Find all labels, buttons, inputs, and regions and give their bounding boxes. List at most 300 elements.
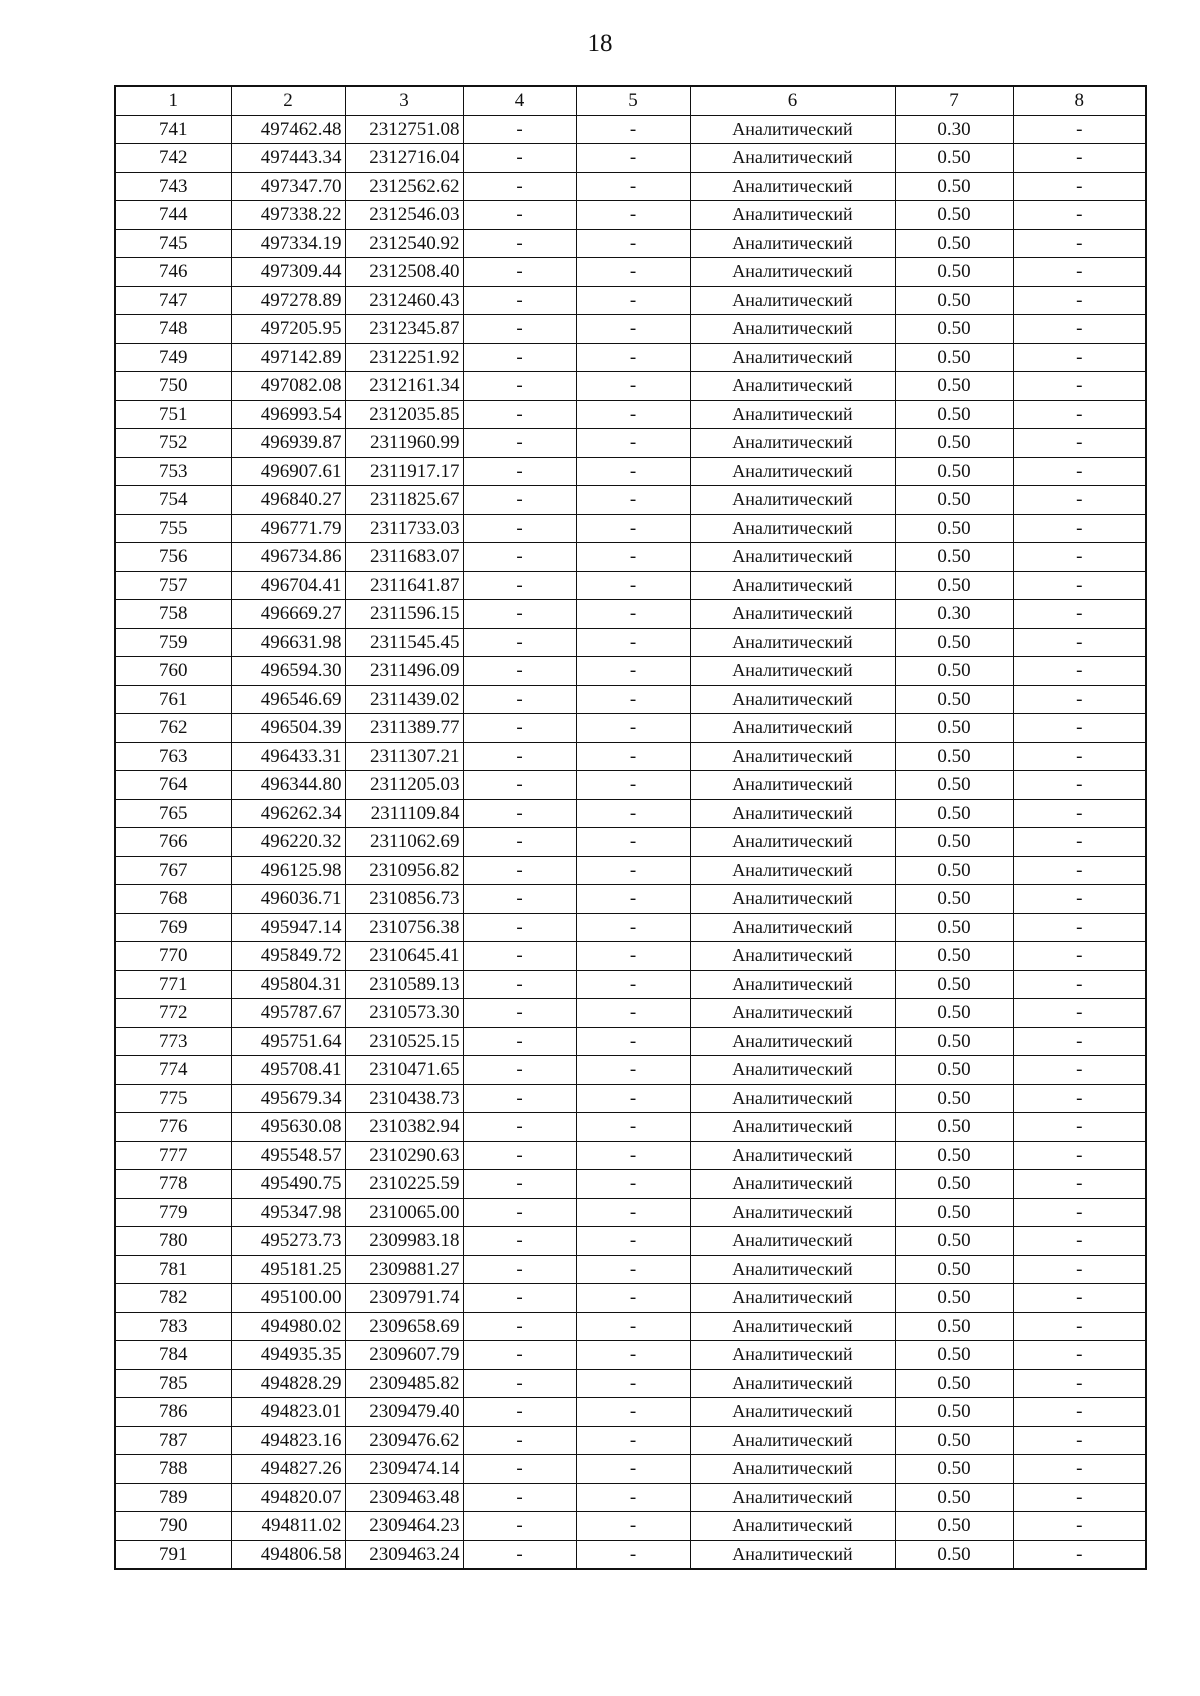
table-row [115, 942, 1146, 971]
cell-coord-y: 2309881.27 [345, 1255, 463, 1284]
cell-col-5: - [576, 1341, 690, 1370]
coordinates-table [114, 85, 1147, 1570]
cell-point-number: 750 [115, 372, 231, 401]
cell-col-5: - [576, 1426, 690, 1455]
cell-coord-x: 494823.16 [231, 1426, 345, 1455]
table-row [115, 400, 1146, 429]
cell-point-number: 767 [115, 856, 231, 885]
cell-point-number: 759 [115, 628, 231, 657]
column-header-7: 7 [895, 86, 1013, 115]
cell-col-4: - [463, 571, 576, 600]
cell-point-number: 753 [115, 457, 231, 486]
table-row [115, 1255, 1146, 1284]
cell-coord-y: 2310065.00 [345, 1198, 463, 1227]
cell-col-8: - [1013, 970, 1146, 999]
table-row [115, 571, 1146, 600]
cell-col-8: - [1013, 628, 1146, 657]
cell-coord-x: 496993.54 [231, 400, 345, 429]
column-header-5: 5 [576, 86, 690, 115]
cell-col-5: - [576, 229, 690, 258]
cell-point-number: 763 [115, 742, 231, 771]
table-row [115, 1369, 1146, 1398]
cell-col-4: - [463, 1170, 576, 1199]
cell-col-4: - [463, 1426, 576, 1455]
cell-method: Аналитический [690, 600, 895, 629]
cell-coord-x: 497309.44 [231, 258, 345, 287]
cell-col-8: - [1013, 1084, 1146, 1113]
cell-col-8: - [1013, 229, 1146, 258]
cell-col-5: - [576, 1056, 690, 1085]
cell-coord-y: 2312035.85 [345, 400, 463, 429]
cell-coord-y: 2309791.74 [345, 1284, 463, 1313]
cell-col-4: - [463, 1284, 576, 1313]
cell-col-5: - [576, 799, 690, 828]
cell-coord-y: 2309463.24 [345, 1540, 463, 1569]
cell-point-number: 756 [115, 543, 231, 572]
page-number: 18 [587, 30, 613, 57]
cell-coord-y: 2309658.69 [345, 1312, 463, 1341]
cell-coord-y: 2311641.87 [345, 571, 463, 600]
cell-point-number: 764 [115, 771, 231, 800]
cell-coord-x: 494820.07 [231, 1483, 345, 1512]
cell-col-4: - [463, 400, 576, 429]
cell-coord-y: 2309463.48 [345, 1483, 463, 1512]
cell-coord-x: 496840.27 [231, 486, 345, 515]
cell-coord-y: 2311960.99 [345, 429, 463, 458]
cell-col-5: - [576, 685, 690, 714]
table-row [115, 856, 1146, 885]
cell-col-8: - [1013, 1198, 1146, 1227]
cell-method: Аналитический [690, 999, 895, 1028]
cell-col-5: - [576, 1369, 690, 1398]
cell-accuracy: 0.50 [895, 543, 1013, 572]
cell-point-number: 762 [115, 714, 231, 743]
table-row [115, 172, 1146, 201]
cell-point-number: 745 [115, 229, 231, 258]
cell-method: Аналитический [690, 628, 895, 657]
table-row [115, 1113, 1146, 1142]
cell-point-number: 748 [115, 315, 231, 344]
cell-coord-x: 496771.79 [231, 514, 345, 543]
cell-method: Аналитический [690, 400, 895, 429]
cell-coord-x: 496594.30 [231, 657, 345, 686]
cell-col-5: - [576, 486, 690, 515]
cell-accuracy: 0.50 [895, 1056, 1013, 1085]
cell-col-4: - [463, 1227, 576, 1256]
cell-method: Аналитический [690, 1227, 895, 1256]
cell-coord-x: 496262.34 [231, 799, 345, 828]
cell-coord-y: 2309607.79 [345, 1341, 463, 1370]
cell-col-8: - [1013, 600, 1146, 629]
cell-coord-x: 494827.26 [231, 1455, 345, 1484]
table-row [115, 714, 1146, 743]
cell-accuracy: 0.50 [895, 372, 1013, 401]
cell-coord-y: 2309983.18 [345, 1227, 463, 1256]
cell-col-5: - [576, 144, 690, 173]
cell-coord-x: 497082.08 [231, 372, 345, 401]
cell-col-5: - [576, 1284, 690, 1313]
cell-point-number: 743 [115, 172, 231, 201]
cell-coord-x: 495181.25 [231, 1255, 345, 1284]
cell-col-5: - [576, 457, 690, 486]
cell-coord-y: 2310573.30 [345, 999, 463, 1028]
table-row [115, 1455, 1146, 1484]
cell-method: Аналитический [690, 457, 895, 486]
cell-col-8: - [1013, 144, 1146, 173]
cell-col-5: - [576, 115, 690, 144]
cell-col-4: - [463, 343, 576, 372]
cell-accuracy: 0.50 [895, 400, 1013, 429]
cell-coord-y: 2310756.38 [345, 913, 463, 942]
cell-col-8: - [1013, 457, 1146, 486]
cell-method: Аналитический [690, 1170, 895, 1199]
cell-coord-x: 497338.22 [231, 201, 345, 230]
cell-col-5: - [576, 1141, 690, 1170]
cell-point-number: 761 [115, 685, 231, 714]
cell-coord-x: 495708.41 [231, 1056, 345, 1085]
cell-accuracy: 0.50 [895, 999, 1013, 1028]
cell-col-5: - [576, 372, 690, 401]
cell-col-5: - [576, 628, 690, 657]
cell-accuracy: 0.50 [895, 885, 1013, 914]
cell-point-number: 791 [115, 1540, 231, 1569]
column-header-1: 1 [115, 86, 231, 115]
cell-method: Аналитический [690, 1027, 895, 1056]
table-row [115, 457, 1146, 486]
cell-col-5: - [576, 258, 690, 287]
cell-col-8: - [1013, 1113, 1146, 1142]
cell-point-number: 786 [115, 1398, 231, 1427]
cell-method: Аналитический [690, 1113, 895, 1142]
cell-coord-y: 2312751.08 [345, 115, 463, 144]
cell-method: Аналитический [690, 913, 895, 942]
cell-method: Аналитический [690, 571, 895, 600]
cell-coord-x: 496504.39 [231, 714, 345, 743]
cell-accuracy: 0.50 [895, 1227, 1013, 1256]
cell-method: Аналитический [690, 429, 895, 458]
cell-point-number: 754 [115, 486, 231, 515]
cell-coord-y: 2312161.34 [345, 372, 463, 401]
cell-coord-y: 2311389.77 [345, 714, 463, 743]
cell-col-4: - [463, 970, 576, 999]
cell-accuracy: 0.50 [895, 201, 1013, 230]
cell-method: Аналитический [690, 201, 895, 230]
cell-point-number: 766 [115, 828, 231, 857]
cell-point-number: 784 [115, 1341, 231, 1370]
cell-col-4: - [463, 999, 576, 1028]
cell-col-5: - [576, 742, 690, 771]
cell-col-4: - [463, 258, 576, 287]
table-row [115, 543, 1146, 572]
cell-coord-y: 2311825.67 [345, 486, 463, 515]
table-row [115, 799, 1146, 828]
table-row [115, 429, 1146, 458]
cell-method: Аналитический [690, 486, 895, 515]
cell-method: Аналитический [690, 657, 895, 686]
cell-accuracy: 0.50 [895, 1512, 1013, 1541]
cell-coord-x: 497278.89 [231, 286, 345, 315]
cell-coord-y: 2310382.94 [345, 1113, 463, 1142]
cell-method: Аналитический [690, 885, 895, 914]
cell-accuracy: 0.50 [895, 514, 1013, 543]
cell-method: Аналитический [690, 771, 895, 800]
cell-col-4: - [463, 1483, 576, 1512]
cell-accuracy: 0.50 [895, 913, 1013, 942]
cell-col-4: - [463, 1369, 576, 1398]
cell-accuracy: 0.50 [895, 1284, 1013, 1313]
cell-method: Аналитический [690, 286, 895, 315]
table-row [115, 657, 1146, 686]
cell-col-8: - [1013, 343, 1146, 372]
cell-coord-y: 2311733.03 [345, 514, 463, 543]
cell-method: Аналитический [690, 1540, 895, 1569]
cell-accuracy: 0.50 [895, 828, 1013, 857]
cell-col-8: - [1013, 828, 1146, 857]
table-row [115, 514, 1146, 543]
cell-coord-x: 495787.67 [231, 999, 345, 1028]
cell-accuracy: 0.50 [895, 1369, 1013, 1398]
cell-col-8: - [1013, 1027, 1146, 1056]
cell-col-4: - [463, 172, 576, 201]
cell-col-5: - [576, 514, 690, 543]
cell-col-5: - [576, 600, 690, 629]
cell-coord-y: 2310856.73 [345, 885, 463, 914]
cell-col-4: - [463, 685, 576, 714]
cell-col-4: - [463, 514, 576, 543]
table-row [115, 1341, 1146, 1370]
cell-point-number: 741 [115, 115, 231, 144]
cell-point-number: 771 [115, 970, 231, 999]
cell-col-5: - [576, 201, 690, 230]
cell-coord-y: 2309476.62 [345, 1426, 463, 1455]
cell-col-8: - [1013, 201, 1146, 230]
cell-col-4: - [463, 201, 576, 230]
cell-col-4: - [463, 1312, 576, 1341]
cell-coord-y: 2310589.13 [345, 970, 463, 999]
cell-col-5: - [576, 1512, 690, 1541]
cell-col-4: - [463, 828, 576, 857]
cell-method: Аналитический [690, 229, 895, 258]
cell-col-5: - [576, 1170, 690, 1199]
cell-accuracy: 0.50 [895, 1198, 1013, 1227]
cell-method: Аналитический [690, 1284, 895, 1313]
cell-coord-y: 2312508.40 [345, 258, 463, 287]
cell-method: Аналитический [690, 1255, 895, 1284]
cell-coord-y: 2311545.45 [345, 628, 463, 657]
cell-coord-x: 496631.98 [231, 628, 345, 657]
cell-accuracy: 0.50 [895, 315, 1013, 344]
cell-method: Аналитический [690, 343, 895, 372]
cell-col-4: - [463, 628, 576, 657]
cell-accuracy: 0.50 [895, 1398, 1013, 1427]
cell-coord-x: 495804.31 [231, 970, 345, 999]
cell-coord-y: 2312716.04 [345, 144, 463, 173]
cell-col-4: - [463, 885, 576, 914]
cell-coord-y: 2310290.63 [345, 1141, 463, 1170]
cell-col-8: - [1013, 1341, 1146, 1370]
cell-col-5: - [576, 400, 690, 429]
cell-coord-y: 2312251.92 [345, 343, 463, 372]
table-row [115, 685, 1146, 714]
table-row [115, 600, 1146, 629]
cell-coord-x: 494823.01 [231, 1398, 345, 1427]
cell-col-4: - [463, 144, 576, 173]
table-row [115, 1198, 1146, 1227]
cell-coord-y: 2311496.09 [345, 657, 463, 686]
cell-method: Аналитический [690, 1341, 895, 1370]
cell-coord-x: 496546.69 [231, 685, 345, 714]
cell-col-5: - [576, 714, 690, 743]
cell-method: Аналитический [690, 372, 895, 401]
cell-method: Аналитический [690, 1084, 895, 1113]
cell-coord-x: 495490.75 [231, 1170, 345, 1199]
cell-coord-x: 496433.31 [231, 742, 345, 771]
cell-method: Аналитический [690, 144, 895, 173]
cell-point-number: 790 [115, 1512, 231, 1541]
cell-accuracy: 0.50 [895, 1255, 1013, 1284]
cell-col-4: - [463, 942, 576, 971]
cell-coord-x: 495630.08 [231, 1113, 345, 1142]
cell-col-8: - [1013, 258, 1146, 287]
cell-point-number: 781 [115, 1255, 231, 1284]
cell-accuracy: 0.50 [895, 457, 1013, 486]
cell-col-4: - [463, 742, 576, 771]
cell-coord-y: 2310525.15 [345, 1027, 463, 1056]
cell-col-8: - [1013, 286, 1146, 315]
cell-method: Аналитический [690, 1141, 895, 1170]
cell-col-8: - [1013, 999, 1146, 1028]
cell-coord-y: 2310225.59 [345, 1170, 463, 1199]
cell-col-5: - [576, 172, 690, 201]
cell-coord-y: 2309485.82 [345, 1369, 463, 1398]
cell-col-4: - [463, 1398, 576, 1427]
cell-method: Аналитический [690, 799, 895, 828]
cell-col-8: - [1013, 1398, 1146, 1427]
column-header-4: 4 [463, 86, 576, 115]
cell-col-8: - [1013, 1455, 1146, 1484]
cell-point-number: 769 [115, 913, 231, 942]
cell-accuracy: 0.50 [895, 657, 1013, 686]
table-row [115, 144, 1146, 173]
cell-accuracy: 0.50 [895, 742, 1013, 771]
cell-coord-x: 496125.98 [231, 856, 345, 885]
cell-accuracy: 0.50 [895, 1483, 1013, 1512]
cell-col-8: - [1013, 1312, 1146, 1341]
cell-coord-x: 495100.00 [231, 1284, 345, 1313]
cell-coord-x: 495347.98 [231, 1198, 345, 1227]
cell-coord-x: 495548.57 [231, 1141, 345, 1170]
cell-coord-y: 2310471.65 [345, 1056, 463, 1085]
cell-method: Аналитический [690, 115, 895, 144]
cell-point-number: 751 [115, 400, 231, 429]
cell-col-4: - [463, 771, 576, 800]
cell-col-4: - [463, 1341, 576, 1370]
table-row [115, 1027, 1146, 1056]
cell-col-5: - [576, 1398, 690, 1427]
cell-coord-x: 496036.71 [231, 885, 345, 914]
cell-point-number: 783 [115, 1312, 231, 1341]
cell-accuracy: 0.50 [895, 628, 1013, 657]
cell-method: Аналитический [690, 1056, 895, 1085]
cell-col-5: - [576, 1084, 690, 1113]
cell-col-5: - [576, 543, 690, 572]
cell-col-8: - [1013, 172, 1146, 201]
cell-coord-x: 496907.61 [231, 457, 345, 486]
cell-coord-x: 497205.95 [231, 315, 345, 344]
cell-col-5: - [576, 942, 690, 971]
table-row [115, 628, 1146, 657]
cell-method: Аналитический [690, 1426, 895, 1455]
table-row [115, 742, 1146, 771]
table-body [115, 115, 1146, 1569]
table-row [115, 1084, 1146, 1113]
table-row [115, 1170, 1146, 1199]
cell-col-8: - [1013, 942, 1146, 971]
cell-col-4: - [463, 1198, 576, 1227]
cell-point-number: 778 [115, 1170, 231, 1199]
cell-method: Аналитический [690, 514, 895, 543]
cell-coord-x: 496939.87 [231, 429, 345, 458]
cell-accuracy: 0.50 [895, 942, 1013, 971]
cell-coord-y: 2310956.82 [345, 856, 463, 885]
cell-col-8: - [1013, 1483, 1146, 1512]
cell-method: Аналитический [690, 1312, 895, 1341]
cell-method: Аналитический [690, 1369, 895, 1398]
cell-coord-y: 2310438.73 [345, 1084, 463, 1113]
cell-col-8: - [1013, 1170, 1146, 1199]
cell-col-4: - [463, 1455, 576, 1484]
cell-col-5: - [576, 1455, 690, 1484]
cell-col-5: - [576, 429, 690, 458]
cell-col-8: - [1013, 543, 1146, 572]
table-row [115, 201, 1146, 230]
cell-coord-y: 2309464.23 [345, 1512, 463, 1541]
cell-accuracy: 0.50 [895, 1084, 1013, 1113]
cell-col-4: - [463, 714, 576, 743]
cell-accuracy: 0.50 [895, 571, 1013, 600]
cell-coord-x: 495679.34 [231, 1084, 345, 1113]
cell-col-8: - [1013, 486, 1146, 515]
table-header-row [115, 86, 1146, 115]
cell-point-number: 775 [115, 1084, 231, 1113]
cell-point-number: 773 [115, 1027, 231, 1056]
cell-method: Аналитический [690, 828, 895, 857]
cell-col-8: - [1013, 885, 1146, 914]
cell-coord-y: 2311062.69 [345, 828, 463, 857]
cell-accuracy: 0.50 [895, 1540, 1013, 1569]
cell-col-4: - [463, 372, 576, 401]
table-row [115, 999, 1146, 1028]
cell-point-number: 776 [115, 1113, 231, 1142]
table-row [115, 286, 1146, 315]
table-row [115, 258, 1146, 287]
cell-coord-x: 494828.29 [231, 1369, 345, 1398]
cell-col-4: - [463, 1255, 576, 1284]
cell-coord-y: 2312460.43 [345, 286, 463, 315]
cell-accuracy: 0.50 [895, 1312, 1013, 1341]
cell-col-5: - [576, 1027, 690, 1056]
cell-point-number: 757 [115, 571, 231, 600]
cell-col-4: - [463, 486, 576, 515]
cell-col-4: - [463, 429, 576, 458]
table-row [115, 771, 1146, 800]
cell-method: Аналитический [690, 1455, 895, 1484]
cell-col-4: - [463, 286, 576, 315]
cell-coord-y: 2311205.03 [345, 771, 463, 800]
cell-col-5: - [576, 1312, 690, 1341]
cell-col-8: - [1013, 1056, 1146, 1085]
cell-col-4: - [463, 1113, 576, 1142]
